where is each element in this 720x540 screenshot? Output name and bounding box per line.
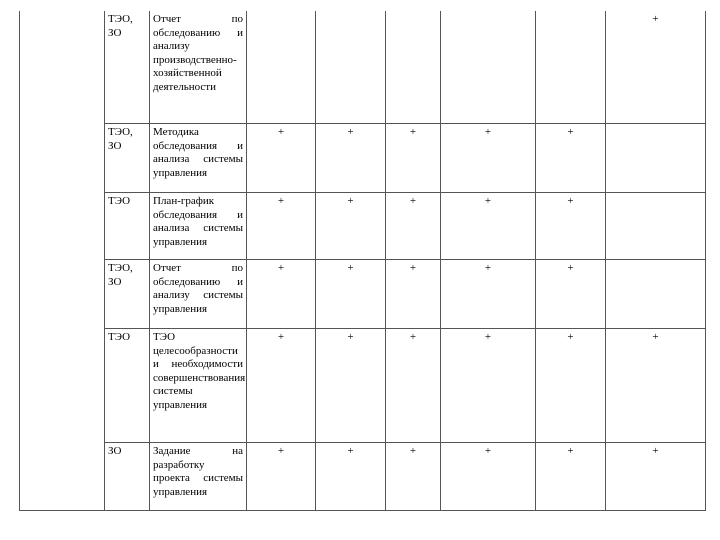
stage-cell: ТЭО, ЗО bbox=[105, 260, 150, 329]
mark-cell: + bbox=[386, 443, 441, 511]
document-name: ТЭО целесообразности и необходимости совершенствования системы управления bbox=[153, 331, 246, 411]
mark-cell: + bbox=[441, 443, 536, 511]
mark-cell bbox=[247, 11, 316, 124]
document-name: Отчет по обследованию и анализу системы управления bbox=[153, 262, 243, 315]
document-cell bbox=[150, 260, 247, 329]
mark-cell: + bbox=[247, 193, 316, 260]
mark-cell: + bbox=[316, 124, 386, 193]
document-name: Методика обследования и анализа системы управления bbox=[153, 126, 243, 179]
stage-cell: ТЭО, ЗО bbox=[105, 11, 150, 124]
table-row bbox=[20, 11, 706, 124]
table-row bbox=[20, 329, 706, 443]
mark-cell: + bbox=[316, 193, 386, 260]
document-name: Задание на разработку проекта системы управления bbox=[153, 445, 243, 498]
mark-cell: + bbox=[536, 443, 606, 511]
document-cell bbox=[150, 193, 247, 260]
mark-cell: + bbox=[316, 260, 386, 329]
mark-cell: + bbox=[536, 260, 606, 329]
mark-cell bbox=[441, 11, 536, 124]
mark-cell: + bbox=[441, 329, 536, 443]
empty-left-cell bbox=[20, 11, 105, 511]
mark-cell: + bbox=[606, 329, 706, 443]
document-cell bbox=[150, 443, 247, 511]
mark-cell: + bbox=[247, 124, 316, 193]
document-cell bbox=[150, 11, 247, 124]
mark-cell: + bbox=[606, 443, 706, 511]
mark-cell: + bbox=[441, 193, 536, 260]
mark-cell bbox=[386, 11, 441, 124]
document-cell bbox=[150, 124, 247, 193]
mark-cell bbox=[606, 260, 706, 329]
mark-cell: + bbox=[247, 329, 316, 443]
mark-cell: + bbox=[247, 260, 316, 329]
stage-cell: ТЭО, ЗО bbox=[105, 124, 150, 193]
mark-cell: + bbox=[386, 260, 441, 329]
mark-cell bbox=[606, 193, 706, 260]
stage-cell: ТЭО bbox=[105, 329, 150, 443]
mark-cell: + bbox=[386, 124, 441, 193]
stage-cell: ТЭО bbox=[105, 193, 150, 260]
table-row bbox=[20, 124, 706, 193]
documents-table bbox=[19, 11, 706, 511]
mark-cell: + bbox=[536, 124, 606, 193]
mark-cell: + bbox=[536, 329, 606, 443]
mark-cell: + bbox=[441, 124, 536, 193]
mark-cell: + bbox=[316, 329, 386, 443]
mark-cell bbox=[606, 124, 706, 193]
mark-cell: + bbox=[386, 193, 441, 260]
mark-cell: + bbox=[386, 329, 441, 443]
mark-cell bbox=[536, 11, 606, 124]
mark-cell: + bbox=[606, 11, 706, 124]
mark-cell: + bbox=[441, 260, 536, 329]
mark-cell: + bbox=[316, 443, 386, 511]
document-name: План-график обследования и анализа системы управления bbox=[153, 195, 243, 248]
mark-cell: + bbox=[536, 193, 606, 260]
table-body bbox=[20, 11, 706, 511]
table-row bbox=[20, 260, 706, 329]
document-name: Отчет по обследованию и анализу производственно-хозяйственной деятельности bbox=[153, 13, 243, 93]
table-row bbox=[20, 443, 706, 511]
table-row bbox=[20, 193, 706, 260]
mark-cell: + bbox=[247, 443, 316, 511]
document-cell bbox=[150, 329, 247, 443]
stage-cell: ЗО bbox=[105, 443, 150, 511]
mark-cell bbox=[316, 11, 386, 124]
